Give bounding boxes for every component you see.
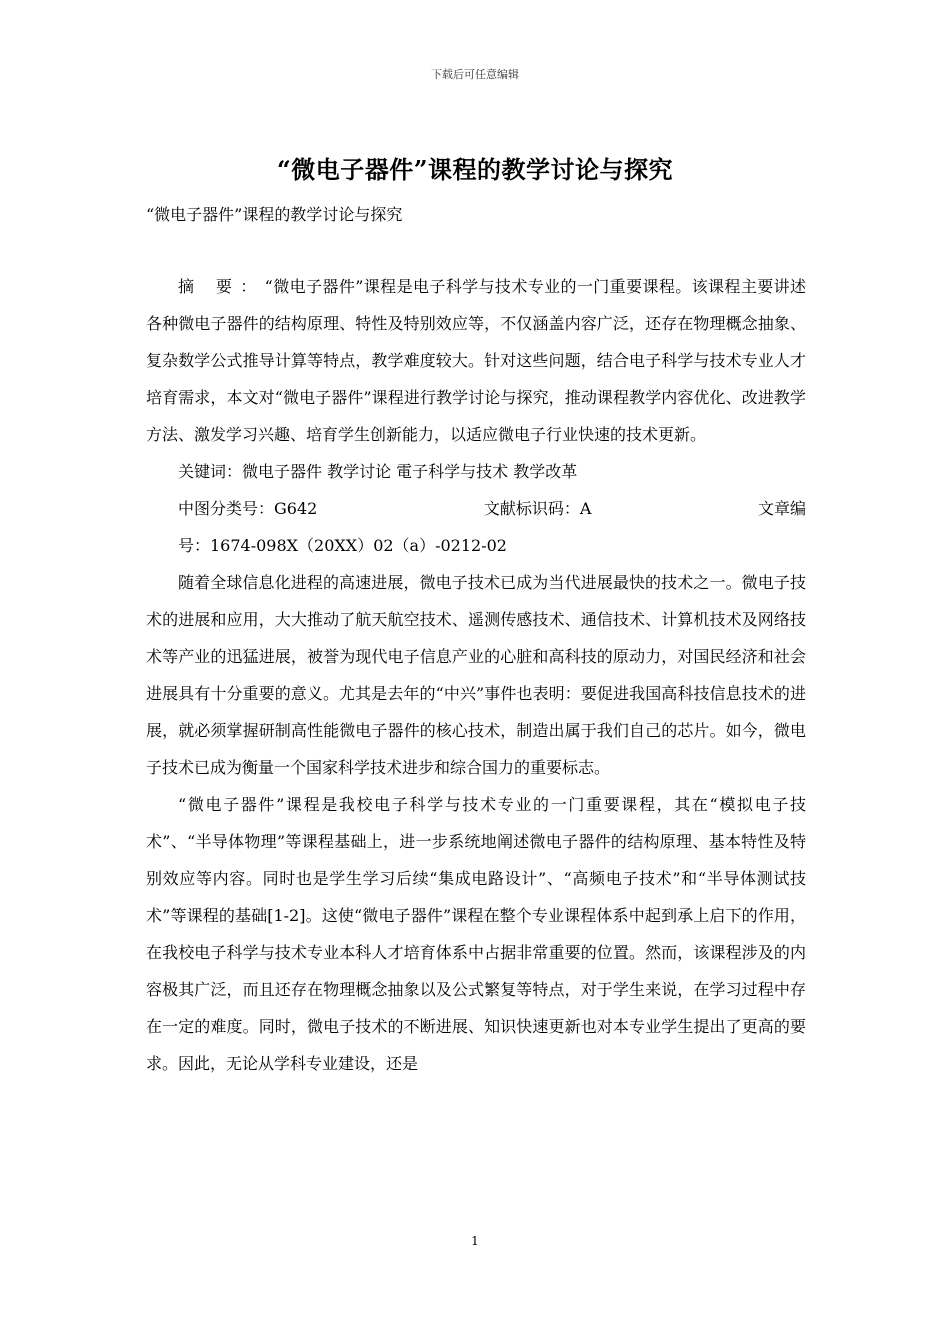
document-body: [146, 268, 806, 1082]
keywords-line: 关键词：微电子器件 教学讨论 電子科学与技术 教学改革: [178, 462, 578, 481]
classification-line: [146, 490, 806, 527]
abstract-paragraph: [146, 268, 806, 453]
article-number-start: 文章编: [757, 499, 806, 518]
article-number: 号：1674-098X（20XX）02（a）-0212-02: [178, 536, 507, 555]
body-paragraph-1: 随着全球信息化进程的高速进展，微电子技术已成为当代进展最快的技术之一。微电子技术的进展和应用，大大推动了航天航空技术、遥测传感技术、通信技术、计算机技术及网络技术等产业的迅猛进展，被誉为现代电子信息产业的心脏和高科技的原动力，对国民经济和社会进展具有十分重要的意义。尤其是去年的“中兴”事件也表明：要促进我国高科技信息技术的进展，就必须掌握研制高性能微电子器件的核心技术，制造出属于我们自己的芯片。如今，微电子技术已成为衡量一个国家科学技术进步和综合国力的重要标志。: [146, 573, 806, 777]
document-title: “微电子器件”课程的教学讨论与探究: [276, 155, 674, 184]
abstract-label: 摘 要：: [178, 277, 265, 296]
page-number: 1: [471, 1234, 479, 1248]
body-paragraph-2: “微电子器件”课程是我校电子科学与技术专业的一门重要课程，其在“模拟电子技术”、“半导体物理”等课程基础上，进一步系统地阐述微电子器件的结构原理、基本特性及特别效应等内容。同时也是学生学习后续“集成电路设计”、“高频电子技术”和“半导体测试技术”等课程的基础[1-2]。这使“微电子器件”课程在整个专业课程体系中起到承上启下的作用，在我校电子科学与技术专业本科人才培育体系中占据非常重要的位置。然而，该课程涉及的内容极其广泛，而且还存在物理概念抽象以及公式繁复等特点，对于学生来说，在学习过程中存在一定的难度。同时，微电子技术的不断进展、知识快速更新也对本专业学生提出了更高的要求。因此，无论从学科专业建设，还是: [146, 795, 806, 1073]
page-header: 下载后可任意编辑: [431, 68, 519, 81]
abstract-text: “微电子器件”课程是电子科学与技术专业的一门重要课程。该课程主要讲述各种微电子器件的结构原理、特性及特别效应等，不仅涵盖内容广泛，还存在物理概念抽象、复杂数学公式推导计算等特点，教学难度较大。针对这些问题，结合电子科学与技术专业人才培育需求，本文对“微电子器件”课程进行教学讨论与探究，推动课程教学内容优化、改进教学方法、激发学习兴趣、培育学生创新能力，以适应微电子行业快速的技术更新。: [146, 277, 806, 444]
document-subtitle: “微电子器件”课程的教学讨论与探究: [146, 205, 403, 224]
document-code: 文献标识码：A: [483, 499, 592, 518]
class-number: 中图分类号：G642: [178, 499, 318, 518]
